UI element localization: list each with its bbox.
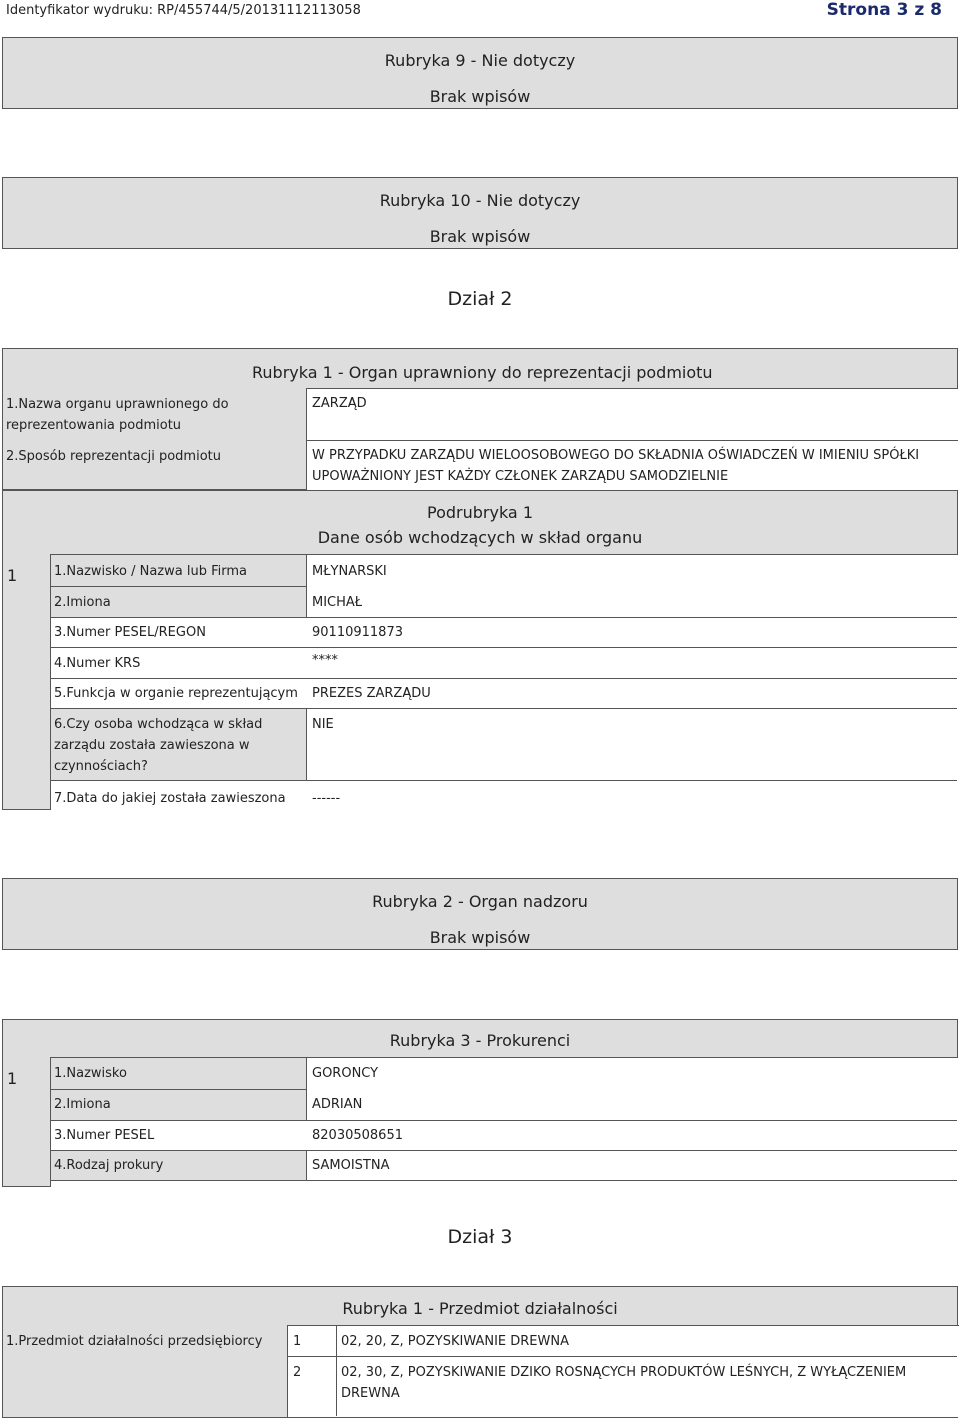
person-suspended-date-value: ------: [312, 791, 341, 806]
prokurent-type-label: 4.Rodzaj prokury: [54, 1158, 164, 1173]
person-surname-value: MŁYNARSKI: [312, 564, 387, 579]
rubryka-10-empty: Brak wpisów: [429, 227, 531, 246]
prokurent-surname-label: 1.Nazwisko: [54, 1066, 127, 1081]
prokurent-number: 1: [7, 1069, 18, 1088]
person-krs-label: 4.Numer KRS: [54, 656, 141, 671]
person-suspended-label: 6.Czy osoba wchodząca w skład zarządu została zawieszona w czynnościach?: [54, 717, 263, 774]
dzial3-rubryka-1-title: Rubryka 1 - Przedmiot działalności: [342, 1299, 618, 1318]
person-pesel-label: 3.Numer PESEL/REGON: [54, 625, 206, 640]
rubryka-10-title: Rubryka 10 - Nie dotyczy: [379, 191, 581, 210]
activity-label: 1.Przedmiot działalności przedsiębiorcy: [6, 1334, 263, 1349]
podrubryka-1-heading: [0, 503, 960, 547]
print-identifier: Identyfikator wydruku: RP/455744/5/20131112113058: [6, 3, 361, 18]
rubryka-3-title: Rubryka 3 - Prokurenci: [389, 1031, 571, 1050]
person-number: 1: [7, 566, 18, 585]
prokurent-type-value: SAMOISTNA: [312, 1158, 390, 1173]
dzial-2-title: Dział 2: [447, 288, 513, 310]
rubryka-9-empty: Brak wpisów: [429, 87, 531, 106]
person-function-label: 5.Funkcja w organie reprezentującym: [54, 686, 298, 701]
dzial-3-title: Dział 3: [447, 1226, 513, 1248]
rubryka-10-box: [2, 177, 958, 249]
representation-method-value: W PRZYPADKU ZARZĄDU WIELOOSOBOWEGO DO SKŁADNIA OŚWIADCZEŃ W IMIENIU SPÓŁKI UPOWAŻNIONY JEST KAŻDY CZŁONEK ZARZĄDU SAMODZIELNIE: [312, 448, 920, 484]
person-names-label: 2.Imiona: [54, 595, 111, 610]
representation-organ-value-cell: [306, 388, 958, 441]
rubryka-2-title: Rubryka 2 - Organ nadzoru: [372, 892, 588, 911]
representation-organ-value: ZARZĄD: [312, 396, 367, 411]
dzial2-rubryka-1-title: Rubryka 1 - Organ uprawniony do reprezentacji podmiotu: [252, 363, 713, 382]
prokurent-names-value: ADRIAN: [312, 1097, 363, 1112]
podrubryka-1-title: Podrubryka 1: [427, 503, 533, 522]
rubryka-9-title: Rubryka 9 - Nie dotyczy: [384, 51, 576, 70]
activity-item-2-no: 2: [293, 1365, 302, 1380]
person-function-value: PREZES ZARZĄDU: [312, 686, 431, 701]
rubryka-9-box: [2, 37, 958, 109]
person-names-value: MICHAŁ: [312, 595, 363, 610]
activity-item-2-text: 02, 30, Z, POZYSKIWANIE DZIKO ROSNĄCYCH PRODUKTÓW LEŚNYCH, Z WYŁĄCZENIEM DREWNA: [341, 1365, 907, 1401]
person-surname-label: 1.Nazwisko / Nazwa lub Firma: [54, 564, 247, 579]
page-number: Strona 3 z 8: [826, 0, 942, 20]
prokurent-names-label: 2.Imiona: [54, 1097, 111, 1112]
podrubryka-1-subtitle: Dane osób wchodzących w skład organu: [317, 528, 643, 547]
prokurent-pesel-value: 82030508651: [312, 1128, 403, 1143]
activity-item-1-text: 02, 20, Z, POZYSKIWANIE DREWNA: [341, 1334, 569, 1349]
prokurent-pesel-label: 3.Numer PESEL: [54, 1128, 155, 1143]
activity-item-1-no: 1: [293, 1334, 302, 1349]
person-krs-value: ****: [312, 653, 338, 668]
rubryka-2-box: [2, 878, 958, 950]
representation-organ-label: 1.Nazwa organu uprawnionego do reprezentowania podmiotu: [6, 397, 229, 433]
person-suspended-value: NIE: [312, 717, 334, 732]
rubryka-2-empty: Brak wpisów: [429, 928, 531, 947]
prokurent-surname-value: GORONCY: [312, 1066, 379, 1081]
person-suspended-date-label: 7.Data do jakiej została zawieszona: [54, 791, 286, 806]
person-pesel-value: 90110911873: [312, 625, 403, 640]
representation-method-label: 2.Sposób reprezentacji podmiotu: [6, 449, 221, 464]
